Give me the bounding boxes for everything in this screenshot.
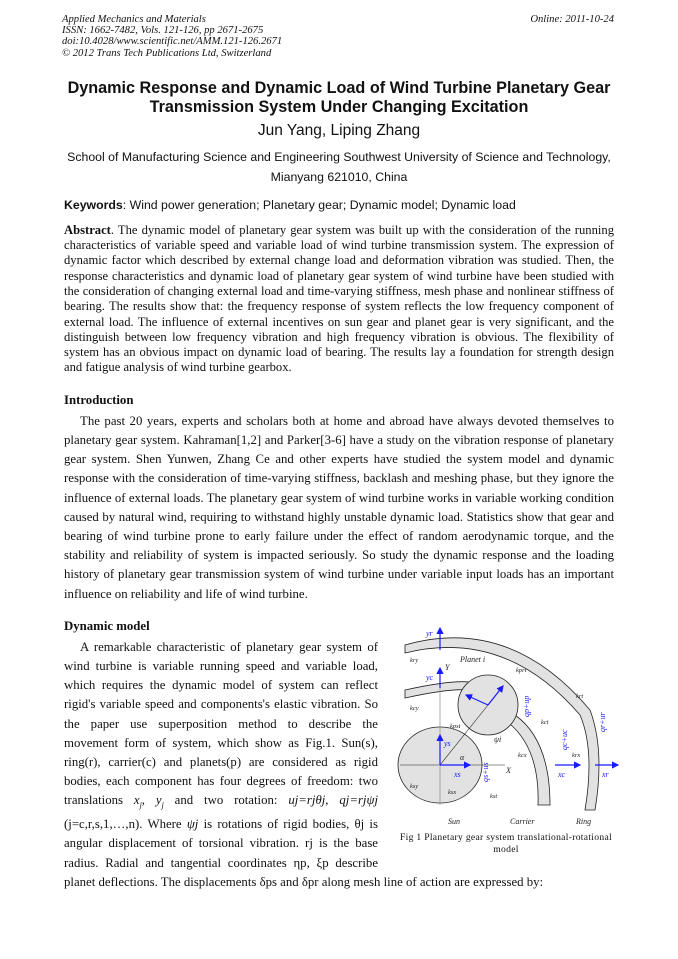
label-yc: yc: [426, 672, 434, 682]
label-qs-us: qs+us: [481, 762, 490, 782]
figure-caption: Fig 1 Planetary gear system translational-rotational model: [400, 831, 612, 855]
keywords-text: : Wind power generation; Planetary gear; Dynamic model; Dynamic load: [122, 197, 516, 212]
abstract: [64, 223, 614, 376]
label-Y: Y: [445, 662, 450, 672]
label-carrier: Carrier: [510, 816, 535, 826]
label-psi: ψi: [494, 734, 502, 744]
introduction-heading: Introduction: [64, 392, 134, 407]
label-xs: xs: [454, 769, 461, 779]
label-qp-up: qp+up: [522, 695, 531, 717]
label-krx: krx: [572, 751, 581, 759]
journal-header: [62, 14, 614, 59]
paper-title: Dynamic Response and Dynamic Load of Wind Turbine Planetary Gear Transmission System Under Changing Excitation: [67, 78, 611, 116]
figure-1: [390, 620, 622, 856]
text-span: and two rotation:: [163, 793, 289, 808]
label-sun: Sun: [448, 816, 460, 826]
label-kpst: kpst: [450, 722, 461, 730]
label-kct: kct: [541, 718, 549, 726]
dynamic-model-text: A remarkable characteristic of planetary gear system of wind turbine is variable running speed and variable load, which requires the dynamic model of system can reflect rigid's variable speed and components's elastic vibration. So the paper use superposition method to describe the movement form of system, which show as Fig.1. Sun(s), ring(r), carrier(c) and planets(p) are considered as rigid bodies, each component has four degrees of freedom: two translations $x_j$, $y_j$ and two rotation: uj=rjθj, qj=rjψj (j=c,r,s,1,…,n). Where ψj is rotations of rigid bodies, θj is angular displacement of torsional vibration. rj is the base radius. Radial and tangential coordinates ηp, ξp describe planet deflections. The displacements δps and δpr along mesh line of action are expressed by:: [64, 639, 544, 889]
issn: ISSN: 1662-7482, Vols. 121-126, pp 2671-2675: [62, 25, 264, 37]
affiliation: School of Manufacturing Science and Engineering Southwest University of Science and Technology, Mianyang 621010, China: [67, 149, 611, 184]
online-date: Online: 2011-10-24: [530, 14, 614, 25]
journal-info: [62, 14, 282, 59]
journal-name: Applied Mechanics and Materials: [62, 14, 206, 25]
label-kcy: kcy: [410, 704, 419, 712]
carrier-arc: [510, 715, 550, 805]
label-kcx: kcx: [518, 751, 527, 759]
label-krt: krt: [576, 692, 584, 700]
dynamic-model-full-text: rotations of rigid bodies, θj is angular displacement of torsional vibration. rj is the base radius. Radial and tangential coordinates ηp, ξp describe planet deflections. The displacements δps and δpr along mesh line of action are expressed by:: [64, 817, 544, 889]
label-xr: xr: [602, 769, 609, 779]
label-qr-ur: qr+ur: [598, 712, 607, 732]
label-yr: yr: [426, 628, 433, 638]
label-ys: ys: [444, 738, 451, 748]
label-alpha: α: [460, 752, 465, 762]
label-kprt: kprt: [516, 666, 527, 674]
keywords: [64, 197, 614, 213]
keywords-label: Keywords: [64, 197, 123, 212]
label-ksy: ksy: [410, 782, 419, 790]
text-span: is: [198, 817, 213, 832]
math-psi: ψj: [186, 817, 199, 832]
dynamic-model-heading: Dynamic model: [64, 618, 150, 633]
math-rotation: uj=rjθj, qj=rjψj: [288, 793, 378, 808]
text-span: ,: [141, 793, 156, 808]
text-span: A remarkable characteristic of planetary gear system of wind turbine is variable running speed and variable load, which requires the dynamic model of system can reflect rigid's variable speed and components's elastic vibration. So the paper use superposition method to describe the movement form of system, which show as Fig.1. Sun(s), ring(r), carrier(c) and planets(p) are considered as rigid bodies, each component has four degrees of freedom: two translations: [64, 639, 378, 808]
introduction-text: The past 20 years, experts and scholars both at home and abroad have always devoted themselves to planetary gear system. Kahraman[1,2] and Parker[3-6] have a study on the vibration response of planetary gear system. Shen Yunwen, Zhang Ce and other experts have studied the system model and dynamic response with the consideration of time-varying stiffness, backlash and meshing phase, but they ignore the influence of external loads. The planetary gear system of wind turbine works in variable working condition caused by natural wind, requiring to withstand highly unstable dynamic load. Statistics show that gear and bearing of wind turbine prone to early failure under the effect of random aerodynamic torque, and the stability and reliability of system is impacted seriously. So study the dynamic response and the loading history of planetary gear transmission system of wind turbine under variable input loads has an important influence on reliability and life of wind turbine.: [64, 413, 614, 601]
label-ksx: ksx: [448, 788, 457, 796]
label-ring: Ring: [576, 816, 592, 826]
label-kst: kst: [490, 792, 498, 800]
text-span: (j=c,r,s,1,…,n). Where: [64, 817, 187, 832]
math-xj: x: [133, 793, 140, 808]
planetary-gear-figure: [390, 620, 622, 832]
math-yj: y: [155, 793, 162, 808]
label-planet: Planet i: [460, 654, 486, 664]
label-X: X: [506, 765, 511, 775]
label-kry: kry: [410, 656, 419, 664]
abstract-text: . The dynamic model of planetary gear system was built up with the consideration of the running characteristics of variable speed and variable load of wind turbine transmission system. The expression of dynamic factor which described by external change load and deformation vibration was studied. Then, the response characteristics and dynamic load of planetary gear system of wind turbine have been studied with the consideration of changing external load and time-varying stiffness, mesh phase and nonlinear stiffness of bearing. The results show that: the frequency response of system reflects the low frequency component of external load. The influence of external incentives on sun gear and planet gear is very significant, and the distinguish between low frequency vibration and high frequency vibration is obvious. The flexibility of system has an obvious impact on dynamic load of bearing. The results lay a foundation for strength design and fatigue analysis of wind turbine gearbox.: [64, 222, 614, 375]
doi[interactable]: doi:10.4028/www.scientific.net/AMM.121-126.2671: [62, 36, 283, 48]
authors: Jun Yang, Liping Zhang: [257, 121, 421, 139]
label-xc: xc: [558, 769, 566, 779]
copyright: © 2012 Trans Tech Publications Ltd, Switzerland: [62, 47, 272, 59]
label-qc-uc: qc+uc: [560, 729, 569, 750]
abstract-label: Abstract: [64, 222, 111, 237]
